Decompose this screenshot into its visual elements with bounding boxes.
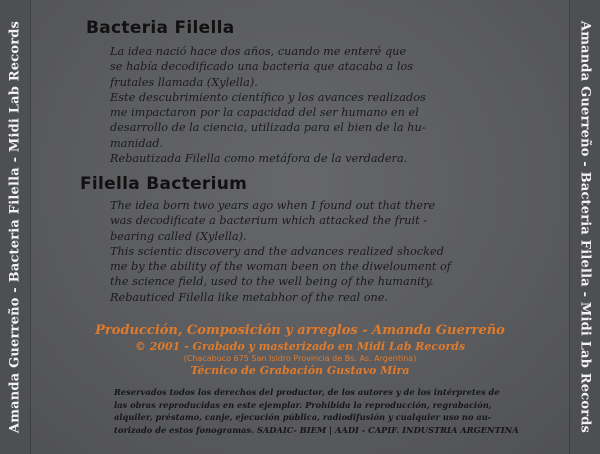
text-line: Rebauticed Filella like metabhor of the real one. [110,290,389,304]
text-line: bearing called (Xylella). [110,229,247,243]
heading-english: Filella Bacterium [80,174,248,194]
credits-address: (Chacabuco 675 San Isidro Provincia de Bs. As. Argentina) [183,354,417,363]
right-spine [569,0,600,454]
legal-notice [114,386,519,436]
text-line: the science field, used to the well being of the humanity. [110,275,434,289]
text-line: Este descubrimiento científico y los avances realizados [110,90,426,104]
legal-line: las obras reproducidas en este ejemplar. Prohibida la reproducción, regrabación, [114,399,492,410]
paragraph-english [110,198,490,305]
text-line: frutales llamada (Xylella). [110,75,258,89]
text-line: La idea nació hace dos años, cuando me enteré que [110,45,407,58]
left-spine [0,0,31,454]
legal-line: alquiler, préstamo, canje, ejecución pública, radiodifusión y cualquier uso no au- [114,412,492,423]
paragraph-spanish [110,44,490,166]
text-line: manidad. [110,136,164,150]
legal-line: torizado de estos fonogramas. SADAIC- BIEM | AADI - CAPIF. INDUSTRIA ARGENTINA [114,424,519,435]
text-line: me impactaron por la capacidad del ser humano en el [110,106,419,120]
text-line: was decodificate a bacterium which attacked the fruit - [110,214,428,228]
text-line: desarrollo de la ciencia, utilizada para el bien de la hu- [110,121,426,135]
text-line: me by the ability of the woman been on the diweloument of [110,260,451,274]
text-line: This scientic discovery and the advances realized shocked [110,244,444,258]
credits-engineer: Técnico de Grabación Gustavo Mira [190,364,410,377]
text-line: se había decodificado una bacteria que atacaba a los [110,60,414,74]
credits-recorded: © 2001 - Grabado y masterizado en Midi Lab Records [134,340,466,353]
legal-line: Reservados todos los derechos del productor, de los autores y de los intérpretes de [114,387,500,397]
right-spine-text: Amanda Guerreño - Bacteria Filella - Midi Lab Records [577,20,593,434]
left-spine-text: Amanda Guerreño - Bacteria Filella - Midi Lab Records [7,20,23,434]
text-line: The idea born two years ago when I found out that there [110,199,436,212]
heading-spanish: Bacteria Filella [86,18,235,38]
text-line: Rebautizada Filella como metáfora de la verdadera. [110,152,408,166]
credits-production: Producción, Composición y arreglos - Amanda Guerreño [95,323,505,338]
